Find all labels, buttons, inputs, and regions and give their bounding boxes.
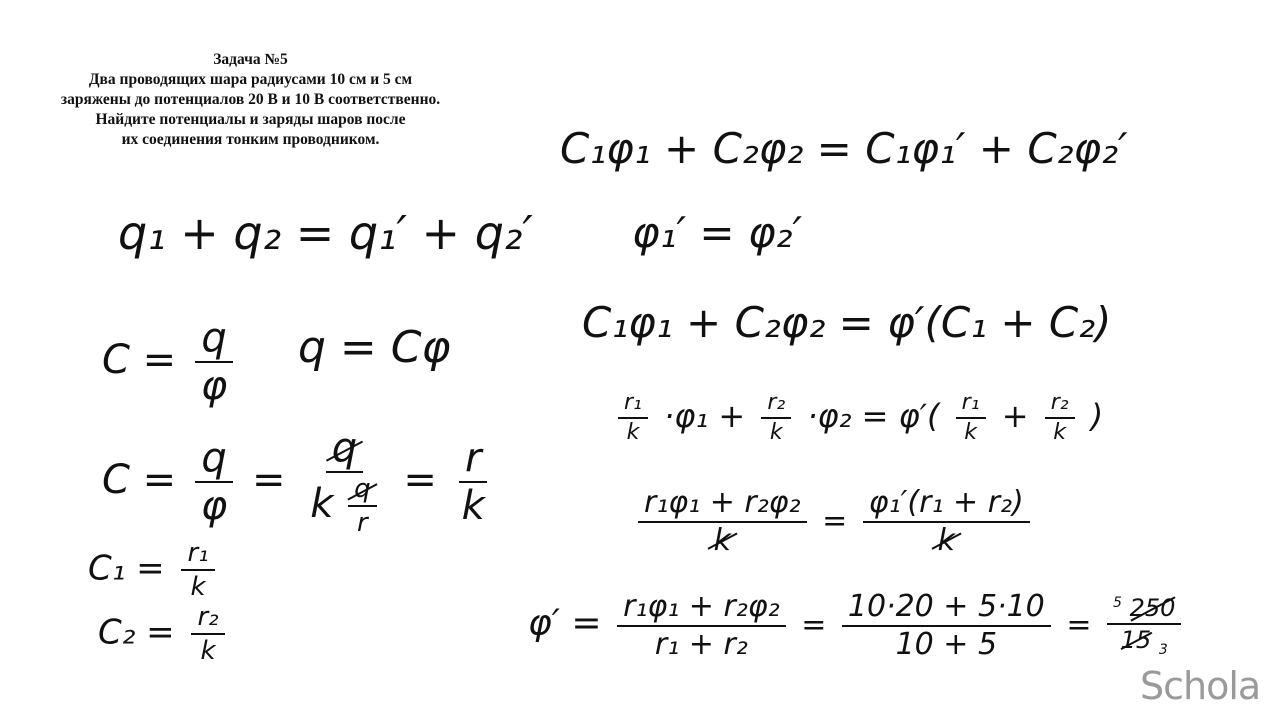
reduced-numerator: 5 [1113, 594, 1122, 611]
fraction-numerator: r₂ [1045, 392, 1075, 419]
fraction-numerator [1107, 593, 1181, 625]
fraction-denominator: φ [200, 483, 228, 529]
capacitance-energy-equation: C₁φ₁ + C₂φ₂ = C₁φ₁′ + C₂φ₂′ [560, 124, 1128, 173]
fraction-numerator: q [348, 476, 377, 507]
fraction-equation [632, 485, 1036, 558]
fraction-denominator [1115, 625, 1174, 657]
struck-denominator: 15 [1120, 625, 1152, 654]
fraction-numerator: 10·20 + 5·10 [842, 592, 1051, 627]
radius-substitution-equation [612, 392, 1103, 444]
fraction-numerator: r₁ [181, 540, 214, 571]
plus-sign: + [1001, 397, 1029, 435]
fraction-denominator: k [200, 636, 216, 666]
charge-conservation-equation: q₁ + q₂ = q₁′ + q₂′ [118, 206, 533, 260]
capacitance-fraction [195, 315, 233, 409]
fraction-numerator: r₂ [191, 604, 224, 635]
fraction-numerator: r₁ [618, 392, 648, 419]
left-fraction [638, 485, 807, 558]
problem-line: заряжены до потенциалов 20 В и 10 В соответственно. [60, 91, 441, 108]
c1-formula [88, 540, 221, 600]
fraction-denominator: k [190, 572, 206, 602]
fraction-denominator: k [1053, 420, 1066, 445]
capacitance-definition [102, 315, 239, 409]
potential-lhs: φ′ = [528, 602, 602, 644]
closing-paren: ) [1090, 397, 1104, 435]
derivation-fraction-2 [304, 425, 384, 538]
common-potential-equation: C₁φ₁ + C₂φ₂ = φ′(C₁ + C₂) [582, 298, 1112, 347]
simplified-fraction [1107, 593, 1181, 658]
c2-fraction [191, 604, 224, 664]
fraction-numerator: r₂ [761, 392, 791, 419]
term-tail: ·φ₁ + [664, 397, 746, 435]
term-fraction [956, 392, 986, 444]
term-tail: ·φ₂ = φ′( [807, 397, 940, 435]
problem-line: Два проводящих шара радиусами 10 см и 5 см [88, 71, 413, 88]
term-fraction [761, 392, 791, 444]
equals-sign: = [801, 607, 827, 643]
fraction-denominator: k [708, 523, 737, 556]
fraction-denominator: k [964, 420, 977, 445]
problem-line: их соединения тонким проводником. [121, 131, 380, 148]
term-fraction [618, 392, 648, 444]
coulomb-constant: k [310, 481, 334, 527]
final-potential-equation [528, 589, 1187, 662]
term-fraction [1045, 392, 1075, 444]
equals-sign: = [403, 457, 437, 503]
problem-statement [18, 50, 483, 150]
struck-numerator: 250 [1129, 593, 1176, 622]
charge-formula: q = Cφ [298, 322, 451, 373]
fraction-denominator: k [932, 523, 961, 556]
schola-watermark: Schola [1140, 664, 1261, 708]
fraction-denominator: φ [200, 363, 228, 409]
nested-fraction [348, 476, 377, 536]
numeric-fraction [842, 589, 1051, 662]
c1-fraction [181, 540, 214, 600]
fraction-numerator: r₁ [956, 392, 986, 419]
fraction-denominator: k [769, 420, 783, 445]
equal-potentials-equation: φ₁′ = φ₂′ [632, 208, 803, 257]
fraction-numerator: r [459, 438, 487, 483]
right-fraction [863, 485, 1030, 558]
fraction-denominator: 10 + 5 [895, 627, 998, 662]
fraction-denominator: r₁ + r₂ [654, 627, 748, 662]
capacitance-lhs: C = [102, 337, 177, 383]
fraction-denominator: k [461, 483, 485, 529]
symbolic-fraction [617, 589, 786, 662]
equals-sign: = [252, 457, 286, 503]
fraction-numerator: r₁φ₁ + r₂φ₂ [638, 488, 807, 523]
c2-lhs: C₂ = [98, 612, 175, 653]
equals-sign: = [1066, 607, 1092, 643]
problem-line: Найдите потенциалы и заряды шаров после [95, 111, 406, 128]
c2-formula [98, 604, 231, 664]
fraction-numerator: r₁φ₁ + r₂φ₂ [617, 592, 786, 627]
problem-title: Задача №5 [213, 51, 288, 68]
derivation-fraction-1 [195, 435, 233, 529]
fraction-numerator: q [195, 318, 232, 363]
fraction-numerator: q [326, 428, 363, 473]
derivation-lhs: C = [102, 457, 177, 503]
equals-sign: = [822, 503, 848, 539]
c1-lhs: C₁ = [88, 548, 165, 589]
fraction-denominator [304, 473, 384, 536]
reduced-denominator: 3 [1158, 641, 1168, 658]
fraction-denominator: r [357, 508, 368, 538]
fraction-numerator: φ₁′(r₁ + r₂) [863, 488, 1030, 523]
derivation-fraction-3 [456, 435, 491, 529]
fraction-numerator: q [195, 438, 232, 483]
fraction-denominator: k [626, 420, 640, 445]
capacitance-derivation [102, 425, 497, 538]
